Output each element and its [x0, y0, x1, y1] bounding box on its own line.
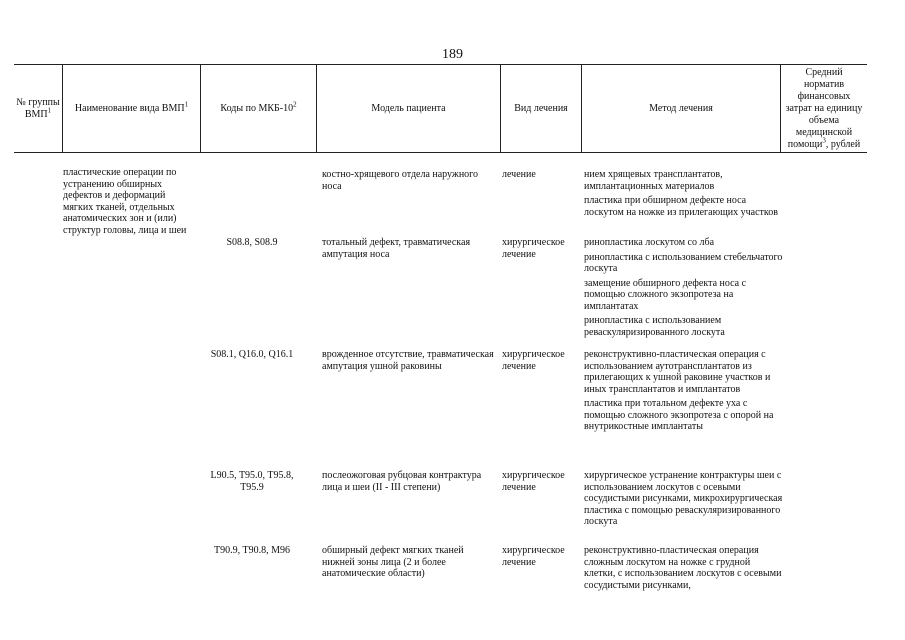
method-item: пластика при обширном дефекте носа лоскутом на ножке из прилегающих участков: [584, 195, 778, 218]
treatment-type-cell: хирургическое лечение: [502, 237, 565, 260]
header-vmp-name: Наименование вида ВМП$^1$: [74, 100, 189, 114]
method-item: хирургическое устранение контрактуры шеи с использованием лоскутов с осевыми сосудистыми рисунками, микрохирургическая пластика с помощью реваскуляризированного лоскута: [584, 470, 783, 527]
method-item: ринопластика с использованием реваскуляризированного лоскута: [584, 315, 725, 338]
header-patient-model: Модель пациента: [371, 102, 446, 114]
treatment-method-cell: [584, 169, 784, 221]
mkb-codes-cell: S08.1, Q16.0, Q16.1: [210, 349, 294, 360]
treatment-type-cell: хирургическое лечение: [502, 349, 565, 372]
header-mkb-codes: Коды по МКБ-$10^2$: [220, 100, 297, 114]
method-item: реконструктивно-пластическая операция с использованием аутотрансплантатов из прилегающих к ушной раковине участков и иных трансплантатов и имплантатов: [584, 349, 771, 395]
patient-model-cell: врожденное отсутствие, травматическая ампутация ушной раковины: [322, 349, 494, 372]
method-item: реконструктивно-пластическая операция сложным лоскутом на ножке с грудной клетки, с использованием лоскутов с осевыми сосудистыми рисунками,: [584, 545, 782, 591]
method-item: нием хрящевых трансплантатов, имплантационных материалов: [584, 169, 723, 192]
treatment-method-cell: [584, 470, 784, 531]
treatment-method-cell: [584, 545, 784, 594]
treatment-method-cell: [584, 349, 784, 436]
method-item: ринопластика с использованием стебельчатого лоскута: [584, 251, 783, 274]
treatment-type-cell: хирургическое лечение: [502, 545, 565, 568]
method-item: пластика при тотальном дефекте уха с помощью сложного экзопротеза с опорой на внутрикостные имплантаты: [584, 398, 774, 432]
page-number: 189: [442, 47, 463, 62]
header-treatment-type: Вид лечения: [514, 102, 568, 114]
patient-model-cell: обширный дефект мягких тканей нижней зоны лица (2 и более анатомические области): [322, 545, 464, 579]
method-item: ринопластика лоскутом со лба: [584, 237, 715, 248]
vmp-name-cell: пластические операции по устранению обширных дефектов и деформаций мягких тканей, отдельных анатомических зон и (или) структур головы, лица и шеи: [63, 167, 187, 236]
table-header: [14, 64, 867, 153]
mkb-codes-cell: S08.8, S08.9: [226, 237, 278, 248]
patient-model-cell: послеожоговая рубцовая контрактура лица и шеи (II - III степени): [322, 470, 482, 493]
method-item: замещение обширного дефекта носа с помощью сложного экзопротеза на имплантатах: [584, 277, 747, 312]
treatment-method-cell: [584, 237, 784, 341]
patient-model-cell: тотальный дефект, травматическая ампутация носа: [322, 237, 471, 260]
header-group-no: № группы ВМП$^1$: [16, 96, 60, 120]
patient-model-cell: костно-хрящевого отдела наружного носа: [322, 169, 479, 192]
header-treatment-method: Метод лечения: [649, 102, 713, 114]
treatment-type-cell: хирургическое лечение: [502, 470, 565, 493]
header-average-cost: Средний норматив финансовых затрат на единицу объема медицинской помощи$^3$, рублей: [785, 66, 863, 150]
mkb-codes-cell: L90.5, T95.0, T95.8, T95.9: [210, 470, 294, 493]
treatment-type-cell: лечение: [502, 169, 536, 180]
mkb-codes-cell: T90.9, T90.8, M96: [214, 545, 290, 556]
